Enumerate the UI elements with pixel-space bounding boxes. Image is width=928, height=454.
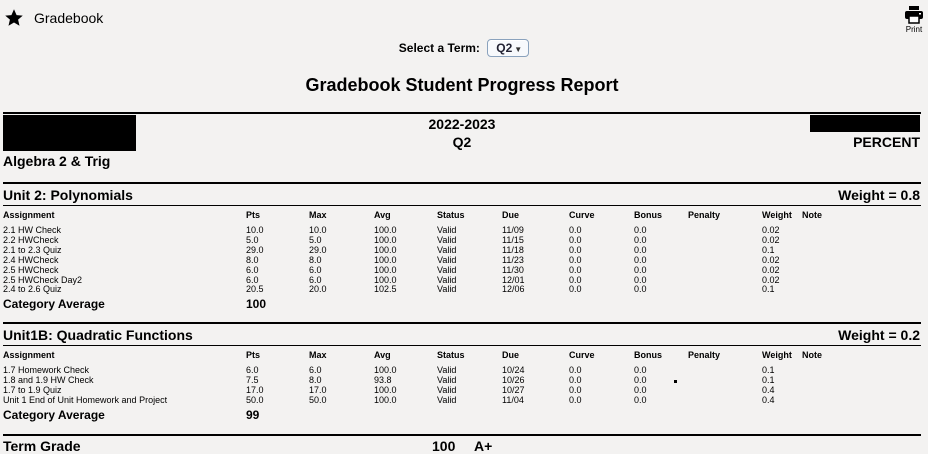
col-avg: Avg (374, 210, 391, 220)
assignment-name: 1.8 and 1.9 HW Check (3, 375, 94, 385)
avg-cell: 93.8 (374, 375, 392, 385)
col-due: Due (502, 350, 520, 360)
pts-cell: 6.0 (246, 365, 259, 375)
col-max: Max (309, 210, 327, 220)
due-cell: 11/18 (502, 245, 524, 255)
assignment-name: 2.5 HWCheck Day2 (3, 275, 83, 285)
bonus-cell: 0.0 (634, 255, 647, 265)
avg-cell: 100.0 (374, 265, 397, 275)
bonus-cell: 0.0 (634, 365, 647, 375)
col-note: Note (802, 350, 822, 360)
term-grade-label: Term Grade (3, 438, 81, 454)
due-cell: 10/27 (502, 385, 525, 395)
max-cell: 8.0 (309, 375, 322, 385)
curve-cell: 0.0 (569, 255, 582, 265)
divider (3, 345, 921, 346)
avg-cell: 100.0 (374, 385, 397, 395)
due-cell: 11/04 (502, 395, 524, 405)
assignment-name: Unit 1 End of Unit Homework and Project (3, 395, 168, 405)
col-penalty: Penalty (688, 210, 721, 220)
category-weight: Weight = 0.8 (838, 187, 920, 203)
star-icon[interactable] (4, 8, 24, 28)
avg-cell: 100.0 (374, 245, 397, 255)
max-cell: 17.0 (309, 385, 327, 395)
weight-cell: 0.02 (762, 265, 780, 275)
bonus-cell: 0.0 (634, 265, 647, 275)
chevron-down-icon: ▼ (514, 45, 523, 54)
weight-cell: 0.1 (762, 365, 775, 375)
category-weight: Weight = 0.2 (838, 327, 920, 343)
assignment-name: 2.4 HWCheck (3, 255, 59, 265)
grading-mode: PERCENT (853, 134, 920, 150)
term-grade-letter: A+ (474, 438, 493, 454)
due-cell: 11/23 (502, 255, 524, 265)
term-select-value: Q2 (496, 41, 513, 55)
bonus-cell: 0.0 (634, 385, 647, 395)
term-grade-score: 100 (432, 438, 456, 454)
col-weight: Weight (762, 210, 792, 220)
status-cell: Valid (437, 245, 457, 255)
pts-cell: 8.0 (246, 255, 259, 265)
col-avg: Avg (374, 350, 391, 360)
divider (3, 322, 921, 324)
max-cell: 8.0 (309, 255, 322, 265)
printer-icon (904, 6, 924, 24)
avg-cell: 100.0 (374, 225, 397, 235)
pts-cell: 6.0 (246, 265, 259, 275)
due-cell: 12/06 (502, 284, 525, 294)
col-max: Max (309, 350, 327, 360)
max-cell: 29.0 (309, 245, 327, 255)
curve-cell: 0.0 (569, 265, 582, 275)
pts-cell: 5.0 (246, 235, 259, 245)
bonus-cell: 0.0 (634, 225, 647, 235)
pts-cell: 6.0 (246, 275, 259, 285)
col-status: Status (437, 210, 465, 220)
report-title: Gradebook Student Progress Report (305, 75, 619, 95)
avg-cell: 100.0 (374, 255, 397, 265)
pts-cell: 17.0 (246, 385, 264, 395)
curve-cell: 0.0 (569, 284, 582, 294)
weight-cell: 0.4 (762, 385, 775, 395)
col-due: Due (502, 210, 520, 220)
status-cell: Valid (437, 275, 457, 285)
due-cell: 10/24 (502, 365, 525, 375)
col-note: Note (802, 210, 822, 220)
weight-cell: 0.02 (762, 275, 780, 285)
school-year: 2022-2023 (428, 116, 496, 132)
status-cell: Valid (437, 265, 457, 275)
status-cell: Valid (437, 235, 457, 245)
curve-cell: 0.0 (569, 375, 582, 385)
max-cell: 5.0 (309, 235, 322, 245)
curve-cell: 0.0 (569, 395, 582, 405)
assignment-name: 2.2 HWCheck (3, 235, 59, 245)
curve-cell: 0.0 (569, 225, 582, 235)
status-cell: Valid (437, 255, 457, 265)
status-cell: Valid (437, 385, 457, 395)
weight-cell: 0.1 (762, 284, 775, 294)
category-average-value: 99 (246, 408, 260, 422)
avg-cell: 100.0 (374, 275, 397, 285)
bonus-cell: 0.0 (634, 275, 647, 285)
max-cell: 6.0 (309, 275, 322, 285)
term-selector-label: Select a Term: (398, 41, 480, 55)
assignment-name: 1.7 Homework Check (3, 365, 90, 375)
assignment-name: 2.4 to 2.6 Quiz (3, 284, 62, 294)
due-cell: 11/09 (502, 225, 524, 235)
bonus-cell: 0.0 (634, 395, 647, 405)
weight-cell: 0.4 (762, 395, 775, 405)
category-average-label: Category Average (3, 297, 105, 311)
course-name: Algebra 2 & Trig (3, 153, 111, 169)
max-cell: 50.0 (309, 395, 327, 405)
max-cell: 10.0 (309, 225, 327, 235)
status-cell: Valid (437, 375, 457, 385)
col-pts: Pts (246, 210, 261, 220)
divider (3, 434, 921, 436)
term-selector-row (0, 39, 928, 57)
curve-cell: 0.0 (569, 365, 582, 375)
curve-cell: 0.0 (569, 245, 582, 255)
assignment-name: 2.5 HWCheck (3, 265, 59, 275)
col-assignment: Assignment (3, 210, 55, 220)
weight-cell: 0.1 (762, 245, 775, 255)
curve-cell: 0.0 (569, 385, 582, 395)
col-status: Status (437, 350, 465, 360)
category-average-value: 100 (246, 297, 267, 311)
assignment-name: 2.1 to 2.3 Quiz (3, 245, 62, 255)
pts-cell: 7.5 (246, 375, 259, 385)
divider (3, 182, 921, 184)
app-title: Gradebook (34, 10, 104, 26)
col-bonus: Bonus (634, 350, 662, 360)
max-cell: 6.0 (309, 265, 322, 275)
weight-cell: 0.02 (762, 235, 780, 245)
avg-cell: 100.0 (374, 395, 397, 405)
category-title: Unit1B: Quadratic Functions (3, 327, 193, 343)
divider (3, 205, 921, 206)
due-cell: 12/01 (502, 275, 525, 285)
category-title: Unit 2: Polynomials (3, 187, 133, 203)
penalty-marker (674, 380, 677, 383)
bonus-cell: 0.0 (634, 375, 647, 385)
bonus-cell: 0.0 (634, 235, 647, 245)
avg-cell: 102.5 (374, 284, 397, 294)
max-cell: 20.0 (309, 284, 327, 294)
due-cell: 11/30 (502, 265, 524, 275)
divider (3, 112, 921, 114)
col-curve: Curve (569, 350, 595, 360)
pts-cell: 20.5 (246, 284, 264, 294)
weight-cell: 0.1 (762, 375, 775, 385)
status-cell: Valid (437, 365, 457, 375)
col-weight: Weight (762, 350, 792, 360)
col-curve: Curve (569, 210, 595, 220)
max-cell: 6.0 (309, 365, 322, 375)
report-term: Q2 (452, 134, 472, 150)
status-cell: Valid (437, 284, 457, 294)
curve-cell: 0.0 (569, 235, 582, 245)
col-bonus: Bonus (634, 210, 662, 220)
pts-cell: 10.0 (246, 225, 264, 235)
due-cell: 10/26 (502, 375, 525, 385)
avg-cell: 100.0 (374, 235, 397, 245)
assignment-name: 2.1 HW Check (3, 225, 62, 235)
weight-cell: 0.02 (762, 225, 780, 235)
avg-cell: 100.0 (374, 365, 397, 375)
due-cell: 11/15 (502, 235, 524, 245)
pts-cell: 29.0 (246, 245, 264, 255)
term-select-dropdown[interactable] (487, 39, 529, 57)
category-average-label: Category Average (3, 408, 105, 422)
print-label: Print (905, 25, 923, 34)
print-button[interactable] (900, 6, 928, 34)
curve-cell: 0.0 (569, 275, 582, 285)
bonus-cell: 0.0 (634, 245, 647, 255)
col-penalty: Penalty (688, 350, 721, 360)
assignment-name: 1.7 to 1.9 Quiz (3, 385, 62, 395)
status-cell: Valid (437, 395, 457, 405)
col-pts: Pts (246, 350, 261, 360)
bonus-cell: 0.0 (634, 284, 647, 294)
pts-cell: 50.0 (246, 395, 264, 405)
weight-cell: 0.02 (762, 255, 780, 265)
status-cell: Valid (437, 225, 457, 235)
col-assignment: Assignment (3, 350, 55, 360)
